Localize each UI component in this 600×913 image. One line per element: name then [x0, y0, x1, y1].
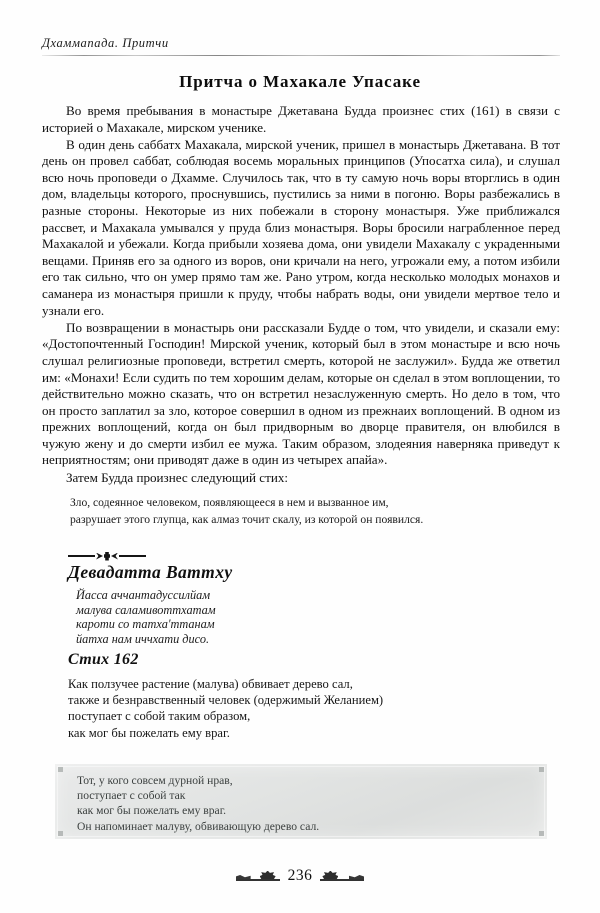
pali-heading: Девадатта Ваттху [68, 562, 233, 582]
page-number: 236 [287, 867, 313, 884]
ornament-dash-left [68, 555, 95, 557]
verse-line: Зло, содеянное человеком, появляющееся в нем и вызванное им, [70, 496, 389, 509]
verse-line: Как ползучее растение (малува) обвивает дерево сал, [68, 677, 353, 691]
panel-corner-mark [58, 831, 63, 836]
running-head [42, 36, 560, 56]
verse-line: как мог бы пожелать ему враг. [68, 725, 230, 740]
pali-line: кароти со татха'ттанам [76, 617, 215, 632]
ornament-divider-icon [68, 551, 146, 561]
pali-line: малува саламивоттхатам [76, 602, 216, 617]
page-title: Притча о Махакале Упасаке [179, 72, 421, 91]
header-rule [42, 55, 560, 56]
verse-line: разрушает этого глупца, как алмаз точит скалу, из которой он появился. [70, 513, 424, 526]
verse-line: также и безнравственный человек (одержимый Желанием) [68, 693, 384, 708]
panel-corner-mark [58, 767, 63, 772]
paragraph: Во время пребывания в монастыре Джетавана Будда произнес стих (161) в связи с историей о Махакале, мирском ученике. [42, 103, 560, 135]
paragraph: В один день саббатх Махакала, мирской ученик, пришел в монастырь Джетавана. В тот день он провел саббат, соблюдая восемь моральных принципов (Упосатха сила), и слушал всю ночь проповеди о Дхамме. Случилось так, что в ту самую ночь воры вторглись в один дом, владельцы которого, проснувшись, пустились за ними в погоню. Воры разбежались в разные стороны. Некоторые из них побежали в сторону монастыря. Уже приближался рассвет, и Махакала умывался у пруда близ монастыря. Воры бросили награбленное перед Махакалой и убежали. Когда прибыли хозяева дома, они увидели Махакалу с украденными вещами. Приняв его за одного из воров, они кричали на него, угрожали ему, а потом избили его так сильно, что он умер прямо там же. Рано утром, когда несколько молодых монахов и саманера из монастыря пришли к пруду, чтобы набрать воды, они увидели мертвое тело и узнали его. [42, 136, 560, 318]
quote-panel [55, 764, 547, 839]
body-text [42, 103, 560, 486]
verse-line: поступает с собой таким образом, [68, 709, 251, 724]
verse-162 [68, 676, 508, 741]
page-footer [0, 867, 600, 885]
pali-verse [76, 588, 406, 647]
verse-162-heading: Стих 162 [68, 651, 139, 668]
quote-text [77, 773, 517, 834]
verse-161 [70, 494, 540, 528]
ornament-dash-right [119, 555, 146, 557]
panel-corner-mark [539, 831, 544, 836]
running-head-text: Дхаммапада. Притчи [42, 36, 169, 50]
quote-line: как мог бы пожелать ему враг. [77, 804, 227, 818]
ornament-center-icon [96, 552, 118, 561]
pali-line: Йасса аччантадуссилйам [76, 588, 211, 602]
panel-corner-mark [539, 767, 544, 772]
paragraph: Затем Будда произнес следующий стих: [66, 469, 289, 485]
footer-ornament-right-icon [318, 870, 366, 883]
quote-line: поступает с собой так [77, 789, 186, 803]
quote-line: Тот, у кого совсем дурной нрав, [77, 774, 233, 787]
paragraph: По возвращении в монастырь они рассказали Будде о том, что увидели, и сказали ему: «Достопочтенный Господин! Мирской ученик, который был в этом монастыре и всю ночь слушал религиозные проповеди, встретил смерть, которой не заслужил». Будда же ответил им: «Монахи! Если судить по тем хорошим делам, которые он сделал в этом воплощении, то действительно можно сказать, что он встретил незаслуженную смерть. Но дело в том, что он просто заплатил за зло, которое совершил в одном из прежнаих воплощений. В одном из прежних воплощений, когда он был придворным во дворце правителя, он влюбился в чужую жену и до смерти избил ее мужа. Таким образом, злодеяния наверняка приведут к неприятностям; они приводят даже в один из четырех апайа». [42, 319, 560, 468]
footer-ornament-left-icon [234, 870, 282, 883]
pali-line: йатха нам иччхати дисо. [76, 632, 210, 647]
quote-line: Он напоминает малуву, обвивающую дерево сал. [77, 819, 320, 833]
